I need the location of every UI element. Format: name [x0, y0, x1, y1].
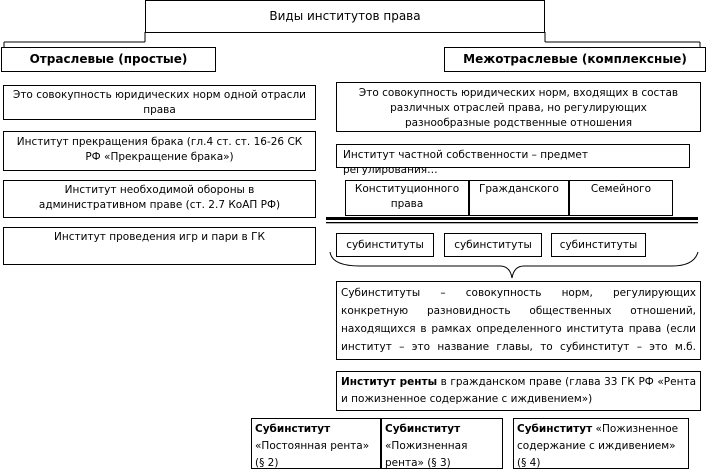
rent-institute-text: в гражданском праве (глава 33 ГК РФ «Рента и пожизненное содержание с иждивением») [341, 376, 696, 405]
subinstitute-life-rent [381, 418, 503, 469]
subinstitute-text: «Пожизненная рента» (§ 3) [385, 440, 468, 469]
subinstitute-box-1: субинституты [336, 233, 434, 257]
rent-institute-bold: Институт ренты [341, 376, 438, 388]
branch-constitutional: Конституционного права [345, 180, 469, 216]
diagram-title: Виды институтов права [145, 0, 545, 33]
subinstitute-text: «Пожизненное содержание с иждивением» (§ 4) [517, 423, 679, 469]
branch-civil: Гражданского [469, 180, 569, 216]
example-necessary-defense: Институт необходимой обороны в административном праве (ст. 2.7 КоАП РФ) [3, 180, 316, 218]
subinstitute-label: Субинститут [255, 423, 331, 435]
subinstitute-definition: Субинституты – совокупность норм, регулирующих конкретную разновидность общественных отношений, находящихся в рамках определенного института права (если институт – это название главы, то субинститут – это м.б. [336, 281, 701, 360]
subinstitute-label: Субинститут [385, 423, 461, 435]
subinstitute-text: «Постоянная рента» (§ 2) [255, 440, 370, 469]
rent-institute [336, 371, 701, 411]
subinstitute-label: Субинститут [517, 423, 593, 435]
header-intersectoral: Межотраслевые (комплексные) [444, 47, 706, 72]
definition-sectoral: Это совокупность юридических норм одной отрасли права [3, 85, 316, 120]
subinstitute-permanent-rent [251, 418, 381, 469]
header-sectoral: Отраслевые (простые) [1, 47, 216, 72]
branch-family: Семейного [569, 180, 673, 216]
example-private-property: Институт частной собственности – предмет регулирования… [336, 144, 690, 168]
separator-thick [326, 217, 698, 220]
example-marriage-termination: Институт прекращения брака (гл.4 ст. ст. 16-26 СК РФ «Прекращение брака») [3, 131, 316, 171]
subinstitute-life-maintenance [513, 418, 689, 469]
subinstitute-box-2: субинституты [444, 233, 542, 257]
example-games-and-bets: Институт проведения игр и пари в ГК [3, 227, 316, 265]
definition-intersectoral: Это совокупность юридических норм, входящих в состав различных отраслей права, но регулирующих разнообразные родственные отношения [336, 82, 701, 132]
separator-thin [326, 222, 698, 223]
subinstitute-box-3: субинституты [551, 233, 646, 257]
